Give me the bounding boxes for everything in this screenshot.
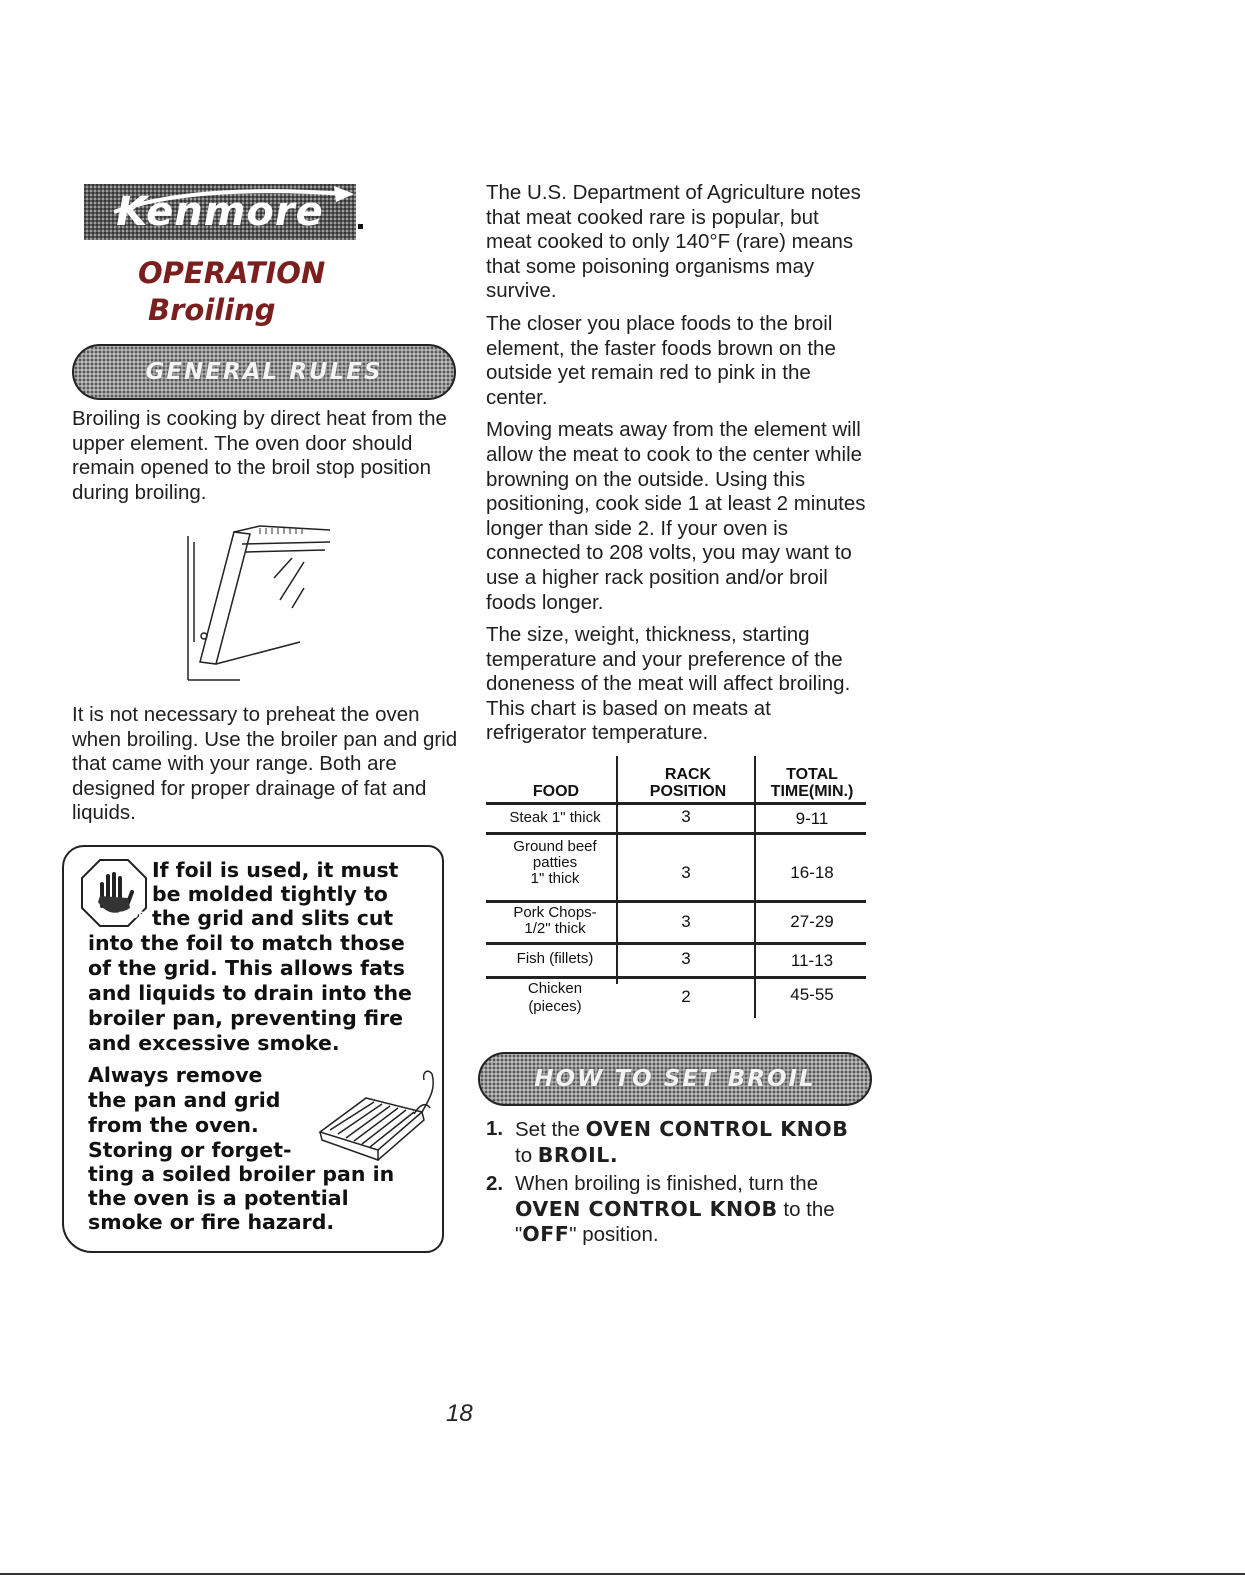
table-cell-time: 16-18 [790,863,834,882]
oven-control-knob-label: OVEN CONTROL KNOB [515,1196,778,1221]
table-cell-rack: 2 [681,987,691,1006]
chart-basis-paragraph: The size, weight, thickness, starting temperature and your preference of the doneness of the meat will affect broiling. This chart is based on meats at refrigerator temperature. [486,623,851,745]
step-number: 2. [486,1172,504,1195]
step-2 [486,1172,871,1248]
broiling-intro-paragraph: Broiling is cooking by direct heat from the upper element. The oven door should remain opened to the broil stop position during broiling. [72,407,447,504]
header-food: FOOD [532,783,580,800]
header-time-line1: TOTAL [786,766,838,783]
oven-control-knob-label: OVEN CONTROL KNOB [585,1117,849,1141]
broiling-info-column [486,181,866,754]
row-divider [486,832,866,835]
table-cell-rack: 3 [681,807,691,826]
step-text: to the " [515,1197,835,1247]
header-rack-line1: RACK [664,766,712,783]
page-bottom-rule [0,1573,1245,1575]
table-cell-rack: 3 [681,949,691,968]
preheat-paragraph: It is not necessary to preheat the oven when broiling. Use the broiler pan and grid that came with your range. Both are designed for proper drainage of fat and liquids. [72,703,458,825]
table-cell-food: Ground beef [513,838,597,855]
step-1 [486,1117,871,1168]
page-number: 18 [446,1400,473,1427]
table-cell-food: Steak 1" thick [509,809,601,826]
warning-line: into the foil to match those [88,931,405,955]
warning-line: the pan and grid [88,1088,281,1112]
warning-line: be molded tightly to [152,882,388,906]
stop-icon-label: STOP [118,911,145,921]
section-title: OPERATION [138,256,326,290]
step-text: When broiling is finished, turn the [515,1172,819,1195]
step-text: " position. [569,1223,659,1247]
table-cell-time: 27-29 [790,912,834,931]
table-cell-time: 9-11 [795,809,829,828]
warning-line: ting a soiled broiler pan in [88,1162,395,1186]
row-divider [486,802,866,805]
section-subtitle: Broiling [148,293,276,327]
oven-door-illustration [180,522,330,682]
logo-wordmark: Kenmore [116,189,324,235]
broiler-pan-illustration [310,1068,440,1168]
broiling-chart-table [486,756,866,1024]
row-divider [486,976,866,979]
warning-line: from the oven. [88,1113,259,1137]
general-rules-heading: GENERAL RULES [72,344,456,400]
rack-position-paragraph: Moving meats away from the element will allow the meat to cook to the center while browning on the outside. Using this positioning, cook side 1 at least 2 minutes longer than side 2. If your oven is connected to 208 volts, you may want to use a higher rack position and/or broil foods longer. [486,418,866,614]
table-cell-food: Fish (fillets) [516,950,594,967]
step-number: 1. [486,1117,504,1140]
table-cell-rack: 3 [681,912,691,931]
usda-paragraph: The U.S. Department of Agriculture notes that meat cooked rare is popular, but meat cooked to only 140°F (rare) means that some poisoning organisms may survive. [486,181,861,303]
table-cell-time: 11-13 [790,951,834,970]
kenmore-logo [84,184,366,240]
broil-setting-label: BROIL. [537,1142,619,1167]
stop-hand-icon [80,858,148,928]
off-setting-label: OFF [522,1222,570,1247]
warning-line: and excessive smoke. [88,1031,340,1055]
header-time-line2: TIME(MIN.) [770,783,854,800]
logo-registered-dot [358,224,363,229]
table-cell-time: 45-55 [790,985,834,1004]
row-divider [486,900,866,903]
table-cell-food: 1/2" thick [524,920,586,937]
warning-line: the grid and slits cut [152,906,394,930]
how-to-set-broil-heading: HOW TO SET BROIL [478,1052,872,1106]
table-cell-food: Chicken [527,980,583,997]
warning-line: broiler pan, preventing fire [88,1006,404,1030]
step-text: Set the [515,1118,586,1141]
closer-placement-paragraph: The closer you place foods to the broil element, the faster foods brown on the outside yet remain red to pink in the center. [486,311,836,409]
warning-line: and liquids to drain into the [88,981,412,1005]
table-cell-food: patties [532,854,578,871]
header-rack-line2: POSITION [649,783,727,800]
warning-line: Always remove [88,1063,263,1087]
warning-line: the oven is a potential [88,1186,349,1210]
table-cell-food: (pieces) [528,998,582,1015]
warning-line: Storing or forget- [88,1138,292,1162]
step-text: to [515,1143,538,1167]
warning-line: smoke or fire hazard. [88,1210,335,1234]
row-divider [486,942,866,945]
warning-line: of the grid. This allows fats [88,956,405,980]
table-cell-food: Pork Chops- [513,904,597,921]
table-cell-food: 1" thick [530,870,580,887]
table-cell-rack: 3 [681,863,691,882]
warning-line: If foil is used, it must [152,858,399,882]
